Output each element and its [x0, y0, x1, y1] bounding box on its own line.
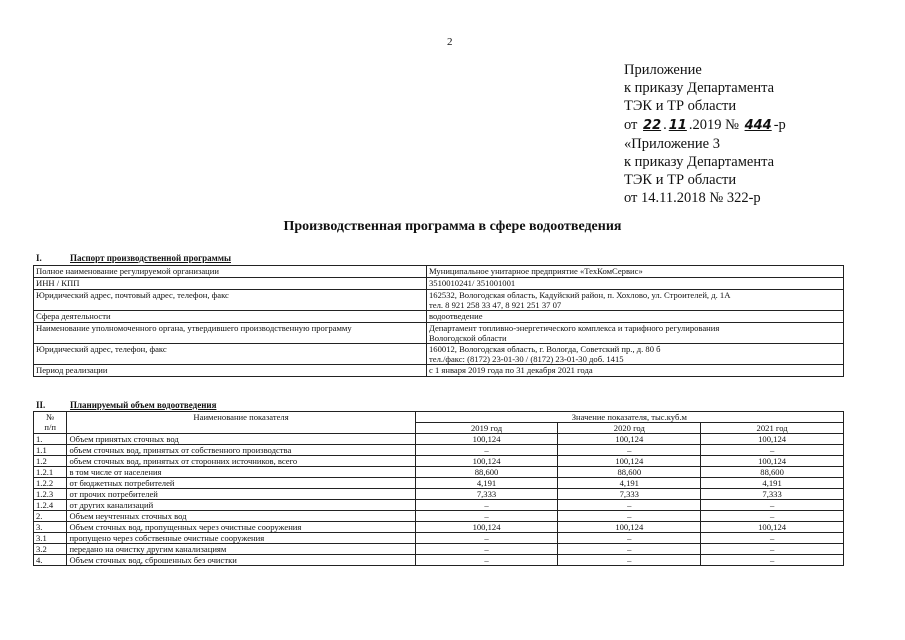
handwritten-day: 22 [643, 117, 662, 133]
handwritten-month: 11 [668, 117, 687, 133]
document-title: Производственная программа в сфере водоотведения [283, 219, 622, 234]
value-2020: 7,333 [558, 489, 701, 500]
passport-label: Период реализации [34, 365, 427, 377]
value-2019: 100,124 [415, 434, 558, 445]
passport-row [34, 323, 844, 344]
header-year-2019: 2019 год [415, 423, 558, 434]
volume-table [33, 411, 844, 566]
value-2021: 100,124 [701, 434, 844, 445]
header-num: № п/п [34, 412, 67, 434]
passport-table [33, 265, 844, 377]
value-2019: 100,124 [415, 522, 558, 533]
row-name: от прочих потребителей [67, 489, 415, 500]
passport-value-line: Муниципальное унитарное предприятие «ТехКомСервис» [429, 266, 643, 276]
value-2021: 7,333 [701, 489, 844, 500]
value-2020: – [558, 511, 701, 522]
value-2020: – [558, 500, 701, 511]
row-name: объем сточных вод, принятых от сторонних источников, всего [67, 456, 415, 467]
passport-value-line: 3510010241/ 351001001 [429, 278, 516, 288]
value-2019: 4,191 [415, 478, 558, 489]
value-2021: – [701, 544, 844, 555]
section-number: I. [36, 253, 42, 263]
row-name: Объем сточных вод, пропущенных через очистные сооружения [67, 522, 415, 533]
section-heading-2 [36, 400, 216, 410]
value-2020: 88,600 [558, 467, 701, 478]
volume-row [34, 522, 844, 533]
passport-label: Наименование уполномоченного органа, утвердившего производственную программу [34, 323, 427, 344]
value-2019: 7,333 [415, 489, 558, 500]
value-2020: 100,124 [558, 522, 701, 533]
row-name: в том числе от населения [67, 467, 415, 478]
appendix-line: к приказу Департамента [624, 80, 775, 97]
value-2021: – [701, 533, 844, 544]
passport-row [34, 311, 844, 323]
volume-row [34, 500, 844, 511]
passport-row [34, 344, 844, 365]
section-title: Планируемый объем водоотведения [70, 400, 217, 410]
value-2019: – [415, 445, 558, 456]
passport-value [427, 311, 844, 323]
appendix-line: «Приложение 3 [624, 135, 720, 152]
row-num: 4. [34, 555, 67, 566]
value-2021: – [701, 445, 844, 456]
value-2021: – [701, 555, 844, 566]
volume-row [34, 456, 844, 467]
value-2019: – [415, 544, 558, 555]
volume-row [34, 489, 844, 500]
row-name: пропущено через собственные очистные сооружения [67, 533, 415, 544]
passport-value-line: тел. 8 921 258 33 47, 8 921 251 37 07 [429, 300, 562, 310]
value-2019: – [415, 555, 558, 566]
value-2020: 4,191 [558, 478, 701, 489]
passport-value [427, 278, 844, 290]
row-name: от бюджетных потребителей [67, 478, 415, 489]
row-num: 3.1 [34, 533, 67, 544]
passport-label: ИНН / КПП [34, 278, 427, 290]
row-num: 1.2.3 [34, 489, 67, 500]
row-num: 3.2 [34, 544, 67, 555]
value-2020: – [558, 445, 701, 456]
passport-row [34, 290, 844, 311]
section-heading-1 [36, 253, 231, 263]
volume-row [34, 445, 844, 456]
volume-row [34, 511, 844, 522]
volume-row [34, 434, 844, 445]
row-num: 1. [34, 434, 67, 445]
row-num: 1.2.4 [34, 500, 67, 511]
handwritten-number: 444 [744, 117, 772, 133]
value-2019: – [415, 533, 558, 544]
appendix-line: к приказу Департамента [624, 154, 775, 171]
passport-value [427, 344, 844, 365]
value-2020: 100,124 [558, 456, 701, 467]
passport-value-line: Вологодской области [429, 333, 507, 343]
passport-value [427, 365, 844, 377]
volume-row [34, 533, 844, 544]
value-2021: – [701, 500, 844, 511]
value-2021: 88,600 [701, 467, 844, 478]
row-name: передано на очистку другим канализациям [67, 544, 415, 555]
value-2020: – [558, 555, 701, 566]
header-year-2021: 2021 год [701, 423, 844, 434]
value-2019: – [415, 511, 558, 522]
header-year-2020: 2020 год [558, 423, 701, 434]
passport-label: Юридический адрес, телефон, факс [34, 344, 427, 365]
value-2019: – [415, 500, 558, 511]
passport-value [427, 290, 844, 311]
value-2021: – [701, 511, 844, 522]
passport-value-line: 162532, Вологодская область, Кадуйский район, п. Хохлово, ул. Строителей, д. 1А [429, 290, 731, 300]
passport-label: Юридический адрес, почтовый адрес, телефон, факс [34, 290, 427, 311]
appendix-block [624, 61, 786, 208]
header-value: Значение показателя, тыс.куб.м [415, 412, 843, 423]
passport-label: Сфера деятельности [34, 311, 427, 323]
value-2019: 100,124 [415, 456, 558, 467]
row-num: 1.1 [34, 445, 67, 456]
date-year: .2019 № [688, 116, 739, 133]
passport-row [34, 266, 844, 278]
appendix-date-line: от 22 . 11 .2019 № 444 -р [624, 116, 786, 133]
value-2021: 100,124 [701, 522, 844, 533]
volume-row [34, 544, 844, 555]
passport-value-line: водоотведение [429, 311, 483, 321]
passport-value [427, 323, 844, 344]
appendix-line: Приложение [624, 62, 702, 78]
row-num: 2. [34, 511, 67, 522]
passport-row [34, 278, 844, 290]
passport-label: Полное наименование регулируемой организации [34, 266, 427, 278]
passport-value-line: тел./факс: (8172) 23-01-30 / (8172) 23-01-30 доб. 1415 [429, 354, 624, 364]
section-title: Паспорт производственной программы [70, 253, 231, 263]
row-name: от других канализаций [67, 500, 415, 511]
date-suffix: -р [773, 116, 786, 133]
passport-value-line: с 1 января 2019 года по 31 декабря 2021 года [429, 365, 593, 375]
volume-row [34, 478, 844, 489]
page-number: 2 [447, 36, 453, 48]
passport-value-line: 160012, Вологодская область, г. Вологда, Советский пр., д. 80 б [429, 344, 661, 354]
row-num: 1.2 [34, 456, 67, 467]
volume-row [34, 555, 844, 566]
value-2021: 100,124 [701, 456, 844, 467]
row-num: 1.2.2 [34, 478, 67, 489]
passport-value-line: Департамент топливно-энергетического комплекса и тарифного регулирования [429, 323, 720, 333]
row-name: Объем принятых сточных вод [67, 434, 415, 445]
appendix-line: ТЭК и ТР области [624, 172, 737, 189]
value-2019: 88,600 [415, 467, 558, 478]
appendix-line: ТЭК и ТР области [624, 98, 737, 115]
value-2020: 100,124 [558, 434, 701, 445]
value-2020: – [558, 544, 701, 555]
date-prefix: от [624, 116, 638, 133]
appendix-line: от 14.11.2018 № 322-р [624, 190, 761, 207]
row-name: Объем неучтенных сточных вод [67, 511, 415, 522]
passport-row [34, 365, 844, 377]
value-2021: 4,191 [701, 478, 844, 489]
value-2020: – [558, 533, 701, 544]
section-number: II. [36, 400, 46, 410]
header-name: Наименование показателя [67, 412, 415, 434]
row-name: объем сточных вод, принятых от собственного производства [67, 445, 415, 456]
row-name: Объем сточных вод, сброшенных без очистки [67, 555, 415, 566]
row-num: 3. [34, 522, 67, 533]
volume-row [34, 467, 844, 478]
row-num: 1.2.1 [34, 467, 67, 478]
passport-value [427, 266, 844, 278]
